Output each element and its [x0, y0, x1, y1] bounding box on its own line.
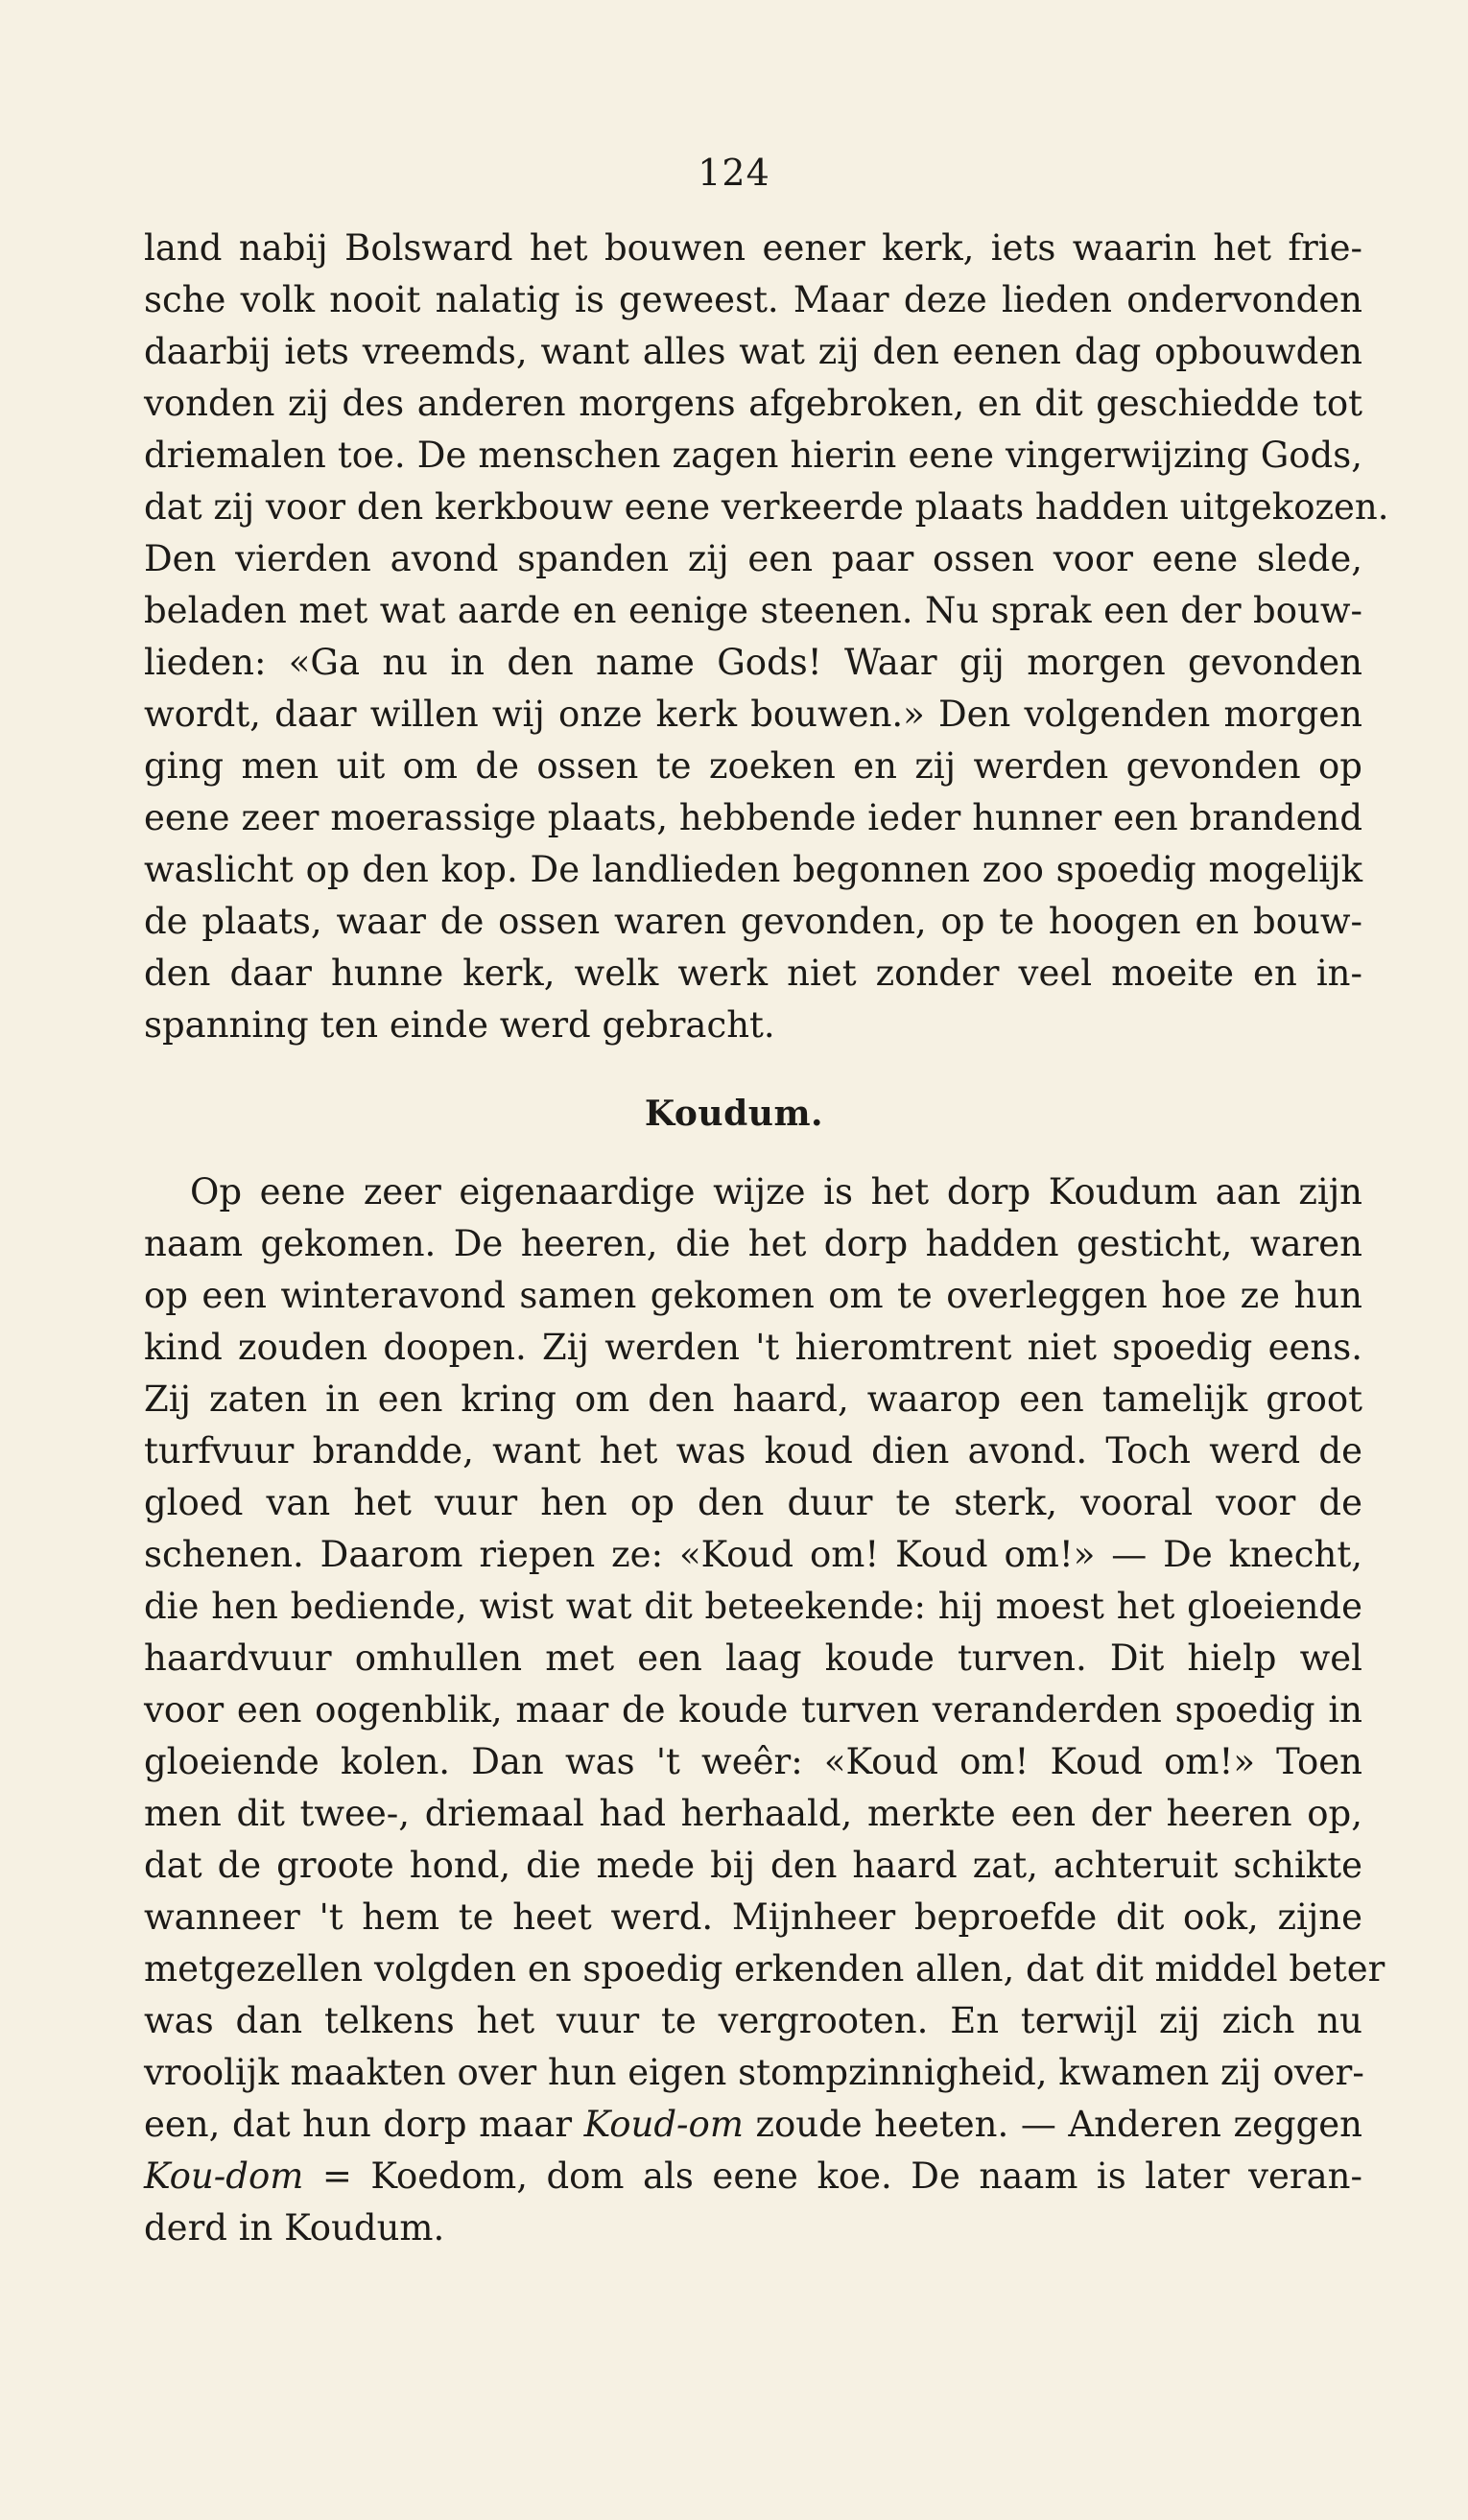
text-line: haardvuur omhullen met een laag koude turven. Dit hielp wel — [144, 1637, 1362, 1679]
text-line: kind zouden doopen. Zij werden 't hieromtrent niet spoedig eens. — [144, 1327, 1362, 1368]
text-line: derd in Koudum. — [144, 2207, 445, 2249]
text-line: lieden: «Ga nu in den name Gods! Waar gij morgen gevonden — [144, 642, 1362, 683]
text-line: voor een oogenblik, maar de koude turven veranderden spoedig in — [144, 1689, 1362, 1731]
page-number: 124 — [698, 152, 770, 194]
text-line: turfvuur brandde, want het was koud dien avond. Toch werd de — [144, 1430, 1362, 1472]
text-fragment: zoude heeten. — Anderen zeggen — [743, 2104, 1363, 2145]
text-line: vonden zij des anderen morgens afgebroken, en dit geschiedde tot — [144, 383, 1362, 424]
text-line: beladen met wat aarde en eenige steenen. Nu sprak een der bouw- — [144, 590, 1362, 631]
text-fragment: een, dat hun dorp maar — [144, 2104, 584, 2145]
text-line: sche volk nooit nalatig is geweest. Maar deze lieden ondervonden — [144, 279, 1362, 320]
text-line: schenen. Daarom riepen ze: «Koud om! Koud om!» — De knecht, — [144, 1534, 1362, 1575]
text-line: daarbij iets vreemds, want alles wat zij den eenen dag opbouwden — [144, 331, 1362, 372]
text-line: gloed van het vuur hen op den duur te sterk, vooral voor de — [144, 1482, 1362, 1523]
text-line: dat zij voor den kerkbouw eene verkeerde plaats hadden uitgekozen. — [144, 486, 1389, 528]
text-line: metgezellen volgden en spoedig erkenden allen, dat dit middel beter — [144, 1948, 1385, 1990]
text-line: eene zeer moerassige plaats, hebbende ieder hunner een brandend — [144, 797, 1362, 838]
text-line: op een winteravond samen gekomen om te overleggen hoe ze hun — [144, 1275, 1362, 1316]
text-line: men dit twee-, driemaal had herhaald, merkte een der heeren op, — [144, 1793, 1362, 1834]
text-line: was dan telkens het vuur te vergrooten. En terwijl zij zich nu — [144, 2000, 1362, 2041]
text-line: dat de groote hond, die mede bij den haard zat, achteruit schikte — [144, 1845, 1362, 1886]
text-line: gloeiende kolen. Dan was 't weêr: «Koud om! Koud om!» Toen — [144, 1741, 1362, 1782]
text-line: de plaats, waar de ossen waren gevonden, op te hoogen en bouw- — [144, 901, 1362, 942]
text-line — [144, 2151, 1362, 2202]
paragraph-bolsward — [144, 223, 1389, 1051]
text-line: Zij zaten in een kring om den haard, waarop een tamelijk groot — [144, 1378, 1362, 1420]
text-line: land nabij Bolsward het bouwen eener kerk, iets waarin het frie- — [144, 227, 1362, 269]
italic-term: Kou-dom — [144, 2155, 304, 2197]
text-line: wanneer 't hem te heet werd. Mijnheer beproefde dit ook, zijne — [144, 1896, 1362, 1938]
italic-term: Koud-om — [583, 2104, 744, 2145]
text-line: driemalen toe. De menschen zagen hierin eene vingerwijzing Gods, — [144, 435, 1362, 476]
text-line: Den vierden avond spanden zij een paar ossen voor eene slede, — [144, 538, 1362, 579]
text-line: waslicht op den kop. De landlieden begonnen zoo spoedig mogelijk — [144, 849, 1362, 890]
text-line: die hen bediende, wist wat dit beteekende: hij moest het gloeiende — [144, 1586, 1362, 1627]
text-line: wordt, daar willen wij onze kerk bouwen.» Den volgenden morgen — [144, 694, 1362, 735]
text-line: spanning ten einde werd gebracht. — [144, 1004, 775, 1046]
section-heading: Koudum. — [644, 1094, 824, 1134]
paragraph-koudum — [144, 1166, 1385, 2254]
text-line: vroolijk maakten over hun eigen stompzinnigheid, kwamen zij over- — [144, 2052, 1364, 2093]
text-line — [144, 2099, 1362, 2151]
text-line: Op eene zeer eigenaardige wijze is het dorp Koudum aan zijn — [190, 1171, 1362, 1213]
text-line: ging men uit om de ossen te zoeken en zij werden gevonden op — [144, 745, 1362, 787]
text-fragment: = Koedom, dom als eene koe. De naam is later veran- — [303, 2155, 1362, 2197]
text-line: den daar hunne kerk, welk werk niet zonder veel moeite en in- — [144, 953, 1362, 994]
text-line: naam gekomen. De heeren, die het dorp hadden gesticht, waren — [144, 1223, 1362, 1264]
